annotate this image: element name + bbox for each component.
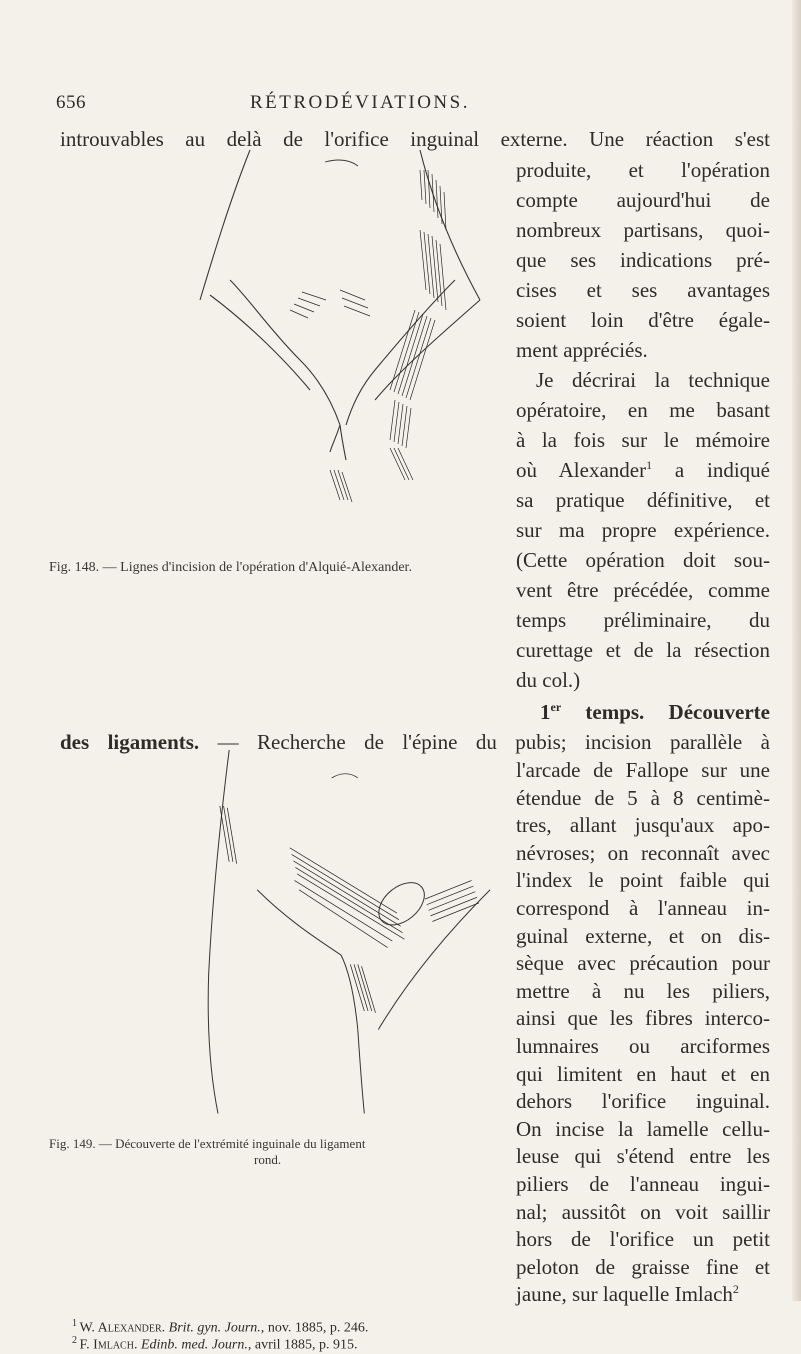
footnote-ref: 1 xyxy=(646,458,653,472)
figure-149-caption: Fig. 149. — Découverte de l'extrémité inguinale du ligament rond. xyxy=(49,1135,366,1167)
text-line: névroses; on reconnaît avec xyxy=(516,840,770,865)
text-line: ment appréciés. xyxy=(516,338,648,362)
text-line: jaune, sur laquelle Imlach$^2$ xyxy=(516,1282,739,1307)
page-number: 656 xyxy=(56,92,86,113)
text-line: l'arcade de Fallope sur une xyxy=(516,758,770,782)
running-header xyxy=(0,92,801,116)
text-line: piliers de l'anneau ingui- xyxy=(516,1172,770,1196)
text-line: du col.) xyxy=(516,668,581,692)
text-line: dehors l'orifice inguinal. xyxy=(516,1089,770,1114)
text-line: sèque avec précaution pour xyxy=(516,951,770,976)
section-heading-line: 1er temps. Découverte xyxy=(540,700,770,724)
text-line: hors de l'orifice un petit xyxy=(516,1227,770,1252)
text-line: à la fois sur le mémoire xyxy=(516,428,770,452)
footnote-1: $^1$ W. Alexander. Brit. gyn. Journ., nov. 1885, p. 246. xyxy=(72,1318,369,1336)
text-line: mettre à nu les piliers, xyxy=(516,978,770,1003)
text-line: leuse qui s'étend entre les xyxy=(516,1144,770,1169)
text-line: opératoire, en me basant xyxy=(516,398,770,422)
text-line: lumnaires ou arciformes xyxy=(516,1034,770,1058)
running-title: RÉTRODÉVIATIONS. xyxy=(250,92,470,113)
text-line: nal; aussitôt on voit saillir xyxy=(516,1199,770,1224)
figure-149-illustration xyxy=(190,750,520,1123)
figure-148-caption: Fig. 148. — Lignes d'incision de l'opération d'Alquié-Alexander. xyxy=(49,560,412,575)
text-line: correspond à l'anneau in- xyxy=(516,896,770,920)
text-line: où Alexander$^1$ a indiqué xyxy=(516,458,770,482)
text-line: l'index le point faible qui xyxy=(516,868,770,893)
text-line: sur ma propre expérience. xyxy=(516,518,770,542)
text-line: curettage et de la résection xyxy=(516,638,770,662)
text-line: cises et ses avantages xyxy=(516,278,770,302)
text-line: qui limitent en haut et en xyxy=(516,1061,770,1086)
section-heading-line: des ligaments. — Recherche de l'épine du pubis; incision parallèle à xyxy=(60,730,770,754)
text-line: Je décrirai la technique xyxy=(536,368,770,392)
text-line: produite, et l'opération xyxy=(516,158,770,182)
text-line: soient loin d'être égale- xyxy=(516,308,770,332)
text-line: vent être précédée, comme xyxy=(516,578,770,602)
figure-148-illustration xyxy=(190,140,510,560)
text-line: sa pratique définitive, et xyxy=(516,488,770,512)
footnote-ref: 2 xyxy=(732,1282,739,1297)
text-line: compte aujourd'hui de xyxy=(516,188,770,212)
text-line: introuvables au delà de l'orifice inguinal externe. Une réaction s'est xyxy=(60,127,770,151)
text-line: ainsi que les fibres interco- xyxy=(516,1006,770,1031)
text-line: On incise la lamelle cellu- xyxy=(516,1116,770,1141)
footnote-2: $^2$ F. Imlach. Edinb. med. Journ., avril 1885, p. 915. xyxy=(72,1335,358,1353)
page-edge xyxy=(792,0,801,1301)
text-line: étendue de 5 à 8 centimè- xyxy=(516,785,770,810)
text-line: tres, allant jusqu'aux apo- xyxy=(516,813,770,838)
text-line: (Cette opération doit sou- xyxy=(516,548,770,572)
text-line: nombreux partisans, quoi- xyxy=(516,218,770,242)
text-line: temps préliminaire, du xyxy=(516,608,770,632)
text-line: que ses indications pré- xyxy=(516,248,770,272)
text-line: guinal externe, et on dis- xyxy=(516,923,770,948)
text-line: peloton de graisse fine et xyxy=(516,1254,770,1279)
